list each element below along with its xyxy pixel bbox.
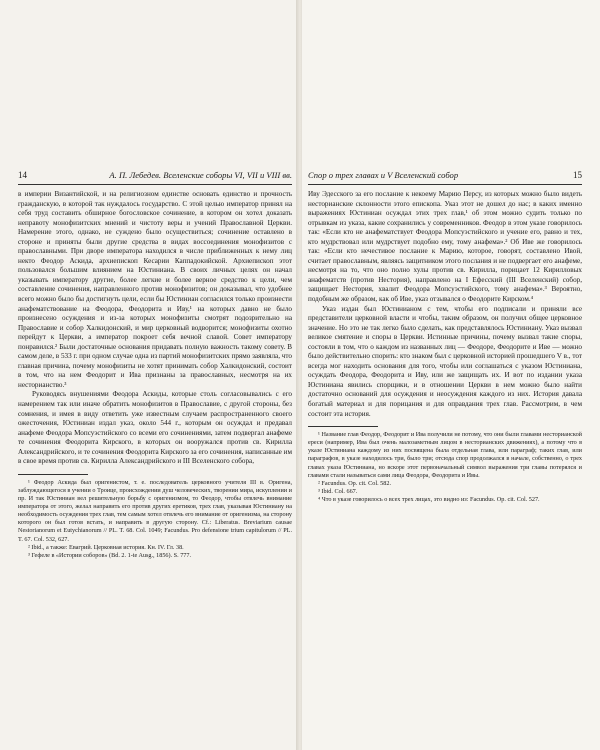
right-body-text [308,190,582,504]
right-footnote-rule [308,426,378,427]
left-running-head [18,170,292,185]
right-footnote-2: ² Facundus. Op. cit. Col. 582. [318,479,392,487]
left-body-text [18,190,292,560]
left-page [0,0,298,750]
right-footnote-4: ⁴ Что в указе говорилось о всех трех лицах, это видно из: Facundus. Op. cit. Col. 527. [318,495,540,503]
right-footnote-1: ¹ Название глав Феодор, Феодорит и Ива получили не потому, что они были главами несторианской ереси (например, Ива был очень малозаметным лицом в несторианских движениях), а потому что в указе Юстиниана каждому из них посвящена была отдельная глава, или параграф; таких глав, или параграфов, в указе находилось три, было три; отсюда спор продолжался в начале, собственно, о трех главах указа Юстиниана, но вскоре этот первоначальный символ выражения три главы потерялся и главами стали называться сами лица Феодора, Феодорита и Ивы. [308,431,582,479]
left-paragraph-2: Руководясь внушениями Феодора Аскиды, которые столь согласовывались с его намерением так или иначе обратить монофизитов в Православие, с другой стороны, без сомнения, и имея в виду ответить уже известным случаем распространенного своего ожесточения, Юстиниан издал указ, около 544 г., которым он осуждал и предавал анафеме Феодора Мопсуэстийского со всеми его сочинениями, затем подвергал анафеме те сочинения Феодорита Кирского, в которых он вооружался против св. Кирилла Александрийского, и те сочинения Феодорита Кирского за его сочинения, написанные им в свое время против св. Кирилла Александрийского и III Вселенского собора, [18,390,292,466]
left-page-number: 14 [18,170,27,180]
right-running-title: Спор о трех главах и V Вселенский собор [308,170,459,180]
right-page-number: 15 [573,170,582,180]
left-footnotes [18,479,292,560]
left-footnote-rule [18,474,88,475]
left-running-title: А. П. Лебедев. Вселенские соборы VI, VII и VIII вв. [109,170,292,180]
right-running-head [308,170,582,185]
left-paragraph-1: в империи Византийской, и на религиозном единстве основать единство и прочность гражданскую, в которой так нуждалось государство. С этой целью император принял на себя труд составить обширное богословское сочинение, в котором он хотел доказать неправоту монофизитских мнений и чистоту веры и учений Православной Церкви. Намерение этого, однако, не суждено было осуществиться; сочинение оставлено в стороне и приняты были другие средства в видах воссоединения монофизитов с православными. При дворе императора находился в числе приближенных к нему лиц некто Феодор Аскида, архиепископ Кесарии Каппадокийской. Архиепископ этот пользовался большим влиянием на Юстиниана. В своих личных целях он начал указывать императору другие, более легкие и более верное средство к цели, чем составление сочинения, направленного против монофизитов; он доказывал, что удобнее всего можно было бы достигнуть цели, если бы Юстиниан согласился только произнести анафематствование на Феодора, Феодорита и Иву,¹ на которых давно не было произнесено осуждения и из-за которых монофизиты смотрят подозрительно на Православие и собор Халкидонский, и мир церковный водворится; монофизиты охотно перейдут к Церкви, а император покроет себя вечной славой. Совет императору понравился.² Были достаточные основания придавать полную важность такому совету. В самом деле, в 533 г. при одном случае одна из партий монофизитских прямо заявляла, что главная причина, почему монофизиты не хотят принимать собор Халкидонский, состоит в том, что на нем Феодорит и Ива признаны за православных, несмотря на их несторианство.³ [18,190,292,389]
left-footnote-3: ³ Гефеле в «Истории соборов» (Bd. 2. 1-te Ausg., 1856). S. 777. [28,551,192,559]
right-footnotes [308,431,582,504]
right-footnote-3: ³ Ibid. Col. 667. [318,487,358,495]
left-footnote-1: ¹ Феодор Аскида был оригенистом, т. е. последователь церковного учителя III в. Оригена, заблуждающегося в учении о Троице, происхождении душ человеческих, творении мира, искуплении и пр. И так Юстиниан вел решительную борьбу с оригенизмом, то Феодор, чтобы отвлечь внимание императора от этого, желал направить его против других еретиков, трех глав, указывая Юстиниану на необходимость осуждения трех глав, тем самым хотел отвлечь его внимание от оригенизма, на сторону которого он был готов встать, и направить в другую сторону. Cf.: Liberatus. Breviarium causae Nestorianorum et Eutychianorum // PL. T. 68. Col. 1049; Facundus. Pro defensione trium capitulorum // PL. T. 67. Col. 532, 627. [18,478,292,543]
right-page [302,0,600,750]
left-footnote-2: ² Ibid., а также: Евагрий. Церковная история. Кн. IV. Гл. 38. [28,543,184,551]
right-paragraph-1: Иву Эдесского за его послание к некоему Марию Персу, из которых можно было видеть несторианские склонности этого епископа. Указ этот не дошел до нас; в каких именно выражениях Юстиниан осуждал этих трех глав,¹ об этом можно судить только по отрывкам из указа, какие сохранились у современников. Феодор в этом указе говорилось так: «Если кто не анафематствует Феодора Мопсуэстийского и учение его, равно и тех, кто мудрствовал или мудрствует подобно ему, тому анафема».² Об Иве же говорилось так: «Если кто нечестивое послание к Марию, которое, говорят, составлено Ивой, считает православным, являясь защитником этого послания и не подвергает его анафеме, несмотря на то, что оно полно хулы против св. Кирилла, порицает 12 Кирилловых анафематств (против Нестория), направлено на I Ефесский (III Вселенский) собор, защищает Нестория, хвалит Феодора Мопсуэстийского, тому анафема».³ Вероятно, подобным же образом, как об Иве, указ отзывался о Феодорите Кирском.⁴ [308,190,582,304]
right-paragraph-2: Указ издан был Юстинианом с тем, чтобы его подписали и приняли все представители церковной власти и чтобы, таким образом, он получил общее церковное значение. Но это не так легко было сделать, как представлялось Юстиниану. Указ вызвал великое смятение и споры в Церкви. Истинные причины, почему вызвал такие споры, состояли в том, что о каждом из названных лиц — Феодоре, Феодорите и Иве — можно было действительно спорить: кто знаком был с церковной историей прошедшего V в., тот всегда мог находить основания для того, чтобы или соглашаться с указом Юстиниана, осуждать Феодора, Феодорита и Иву, или же защищать их. И вот по издании указа Юстиниана явились спорщики, и в отношении Церкви в нем можно было найти достаточно оснований для осуждения и неосуждения каждого из них. История давала богатый материал и для порицания и для оправдания трех глав. Рассмотрим, в чем состоит эта история. [308,304,582,418]
